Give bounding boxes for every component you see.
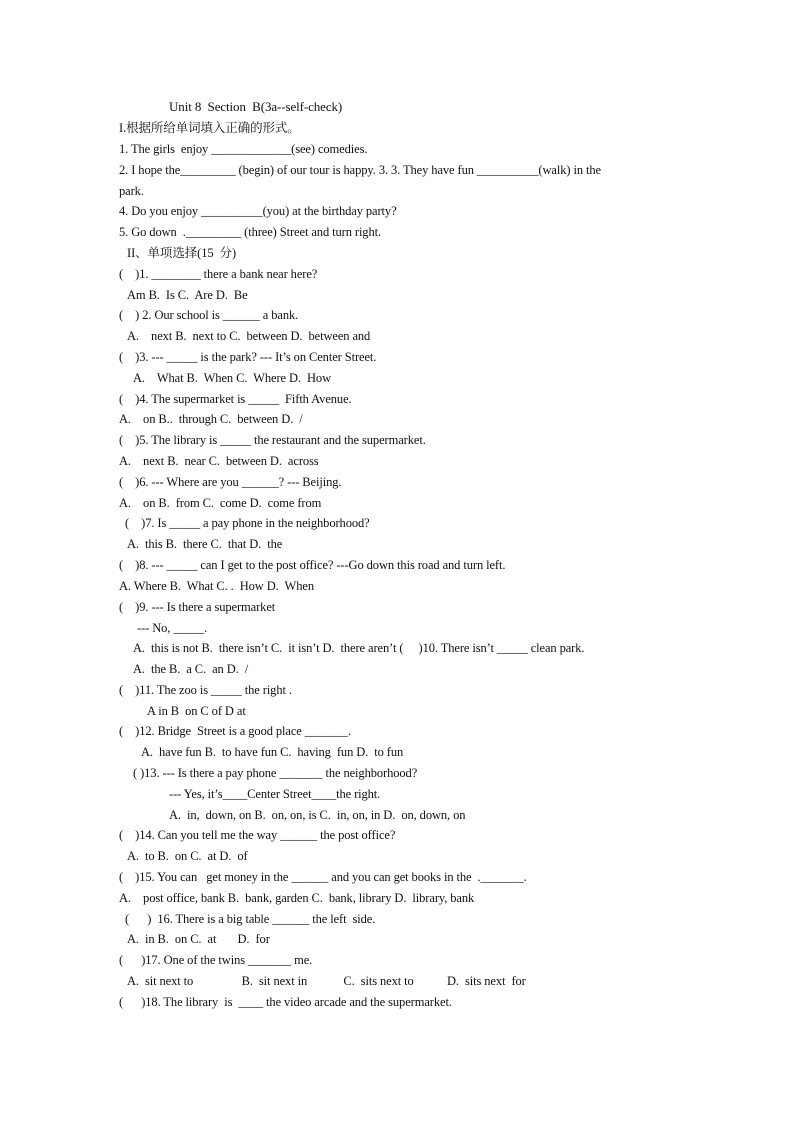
question-line: ( )11. The zoo is _____ the right . — [119, 683, 292, 697]
options-line: A in B on C of D at — [147, 704, 246, 718]
options-line: A. sit next to B. sit next in C. sits next to D. sits next for — [127, 974, 526, 988]
question-line: ( )8. --- _____ can I get to the post office? ---Go down this road and turn left. — [119, 558, 506, 572]
answer-line: --- Yes, it’s____Center Street____the right. — [169, 787, 381, 801]
exercise-line: 1. The girls enjoy _____________(see) comedies. — [119, 142, 368, 156]
exercise-line: 2. I hope the_________ (begin) of our tour is happy. 3. 3. They have fun __________(walk) in the — [119, 163, 601, 177]
question-line: ( )15. You can get money in the ______ and you can get books in the ._______. — [119, 870, 527, 884]
options-line: A. next B. next to C. between D. between and — [127, 329, 371, 343]
question-line: ( )1. ________ there a bank near here? — [119, 267, 318, 281]
options-line: A. on B. from C. come D. come from — [119, 496, 322, 510]
question-line: ( ) 16. There is a big table ______ the left side. — [125, 912, 376, 926]
exercise-line: 5. Go down ._________ (three) Street and turn right. — [119, 225, 382, 239]
options-line: A. to B. on C. at D. of — [127, 849, 248, 863]
section-2-heading: II、单项选择(15 分) — [127, 246, 237, 260]
options-line: A. in B. on C. at D. for — [127, 932, 270, 946]
options-line: A. this is not B. there isn’t C. it isn’t D. there aren’t ( )10. There isn’t _____ clean park. — [133, 641, 585, 655]
options-line: A. have fun B. to have fun C. having fun D. to fun — [141, 745, 404, 759]
question-line: ( )17. One of the twins _______ me. — [119, 953, 313, 967]
question-line: ( )5. The library is _____ the restaurant and the supermarket. — [119, 433, 426, 447]
options-line: A. next B. near C. between D. across — [119, 454, 319, 468]
question-line: ( )12. Bridge Street is a good place _______. — [119, 724, 351, 738]
options-line: A. post office, bank B. bank, garden C. bank, library D. library, bank — [119, 891, 475, 905]
question-line: ( )9. --- Is there a supermarket — [119, 600, 276, 614]
options-line: A. What B. When C. Where D. How — [133, 371, 332, 385]
question-line: ( )4. The supermarket is _____ Fifth Avenue. — [119, 392, 352, 406]
options-line: A. in, down, on B. on, on, is C. in, on, in D. on, down, on — [169, 808, 466, 822]
question-line: ( )3. --- _____ is the park? --- It’s on Center Street. — [119, 350, 377, 364]
options-line: A. Where B. What C. . How D. When — [119, 579, 314, 593]
question-line: ( )14. Can you tell me the way ______ the post office? — [119, 828, 396, 842]
question-line: ( )18. The library is ____ the video arcade and the supermarket. — [119, 995, 452, 1009]
question-line: ( )6. --- Where are you ______? --- Beijing. — [119, 475, 342, 489]
options-line: A. the B. a C. an D. / — [133, 662, 249, 676]
exercise-line: park. — [119, 184, 144, 198]
question-line: ( )7. Is _____ a pay phone in the neighborhood? — [125, 516, 370, 530]
options-line: Am B. Is C. Are D. Be — [127, 288, 248, 302]
question-line: ( ) 2. Our school is ______ a bank. — [119, 308, 299, 322]
options-line: A. this B. there C. that D. the — [127, 537, 283, 551]
answer-line: --- No, _____. — [137, 621, 208, 635]
worksheet-title: Unit 8 Section B(3a--self-check) — [169, 99, 343, 114]
options-line: A. on B.. through C. between D. / — [119, 412, 303, 426]
section-1-heading: I.根据所给单词填入正确的形式。 — [119, 121, 300, 135]
question-line: ( )13. --- Is there a pay phone _______ the neighborhood? — [133, 766, 418, 780]
exercise-line: 4. Do you enjoy __________(you) at the birthday party? — [119, 204, 397, 218]
